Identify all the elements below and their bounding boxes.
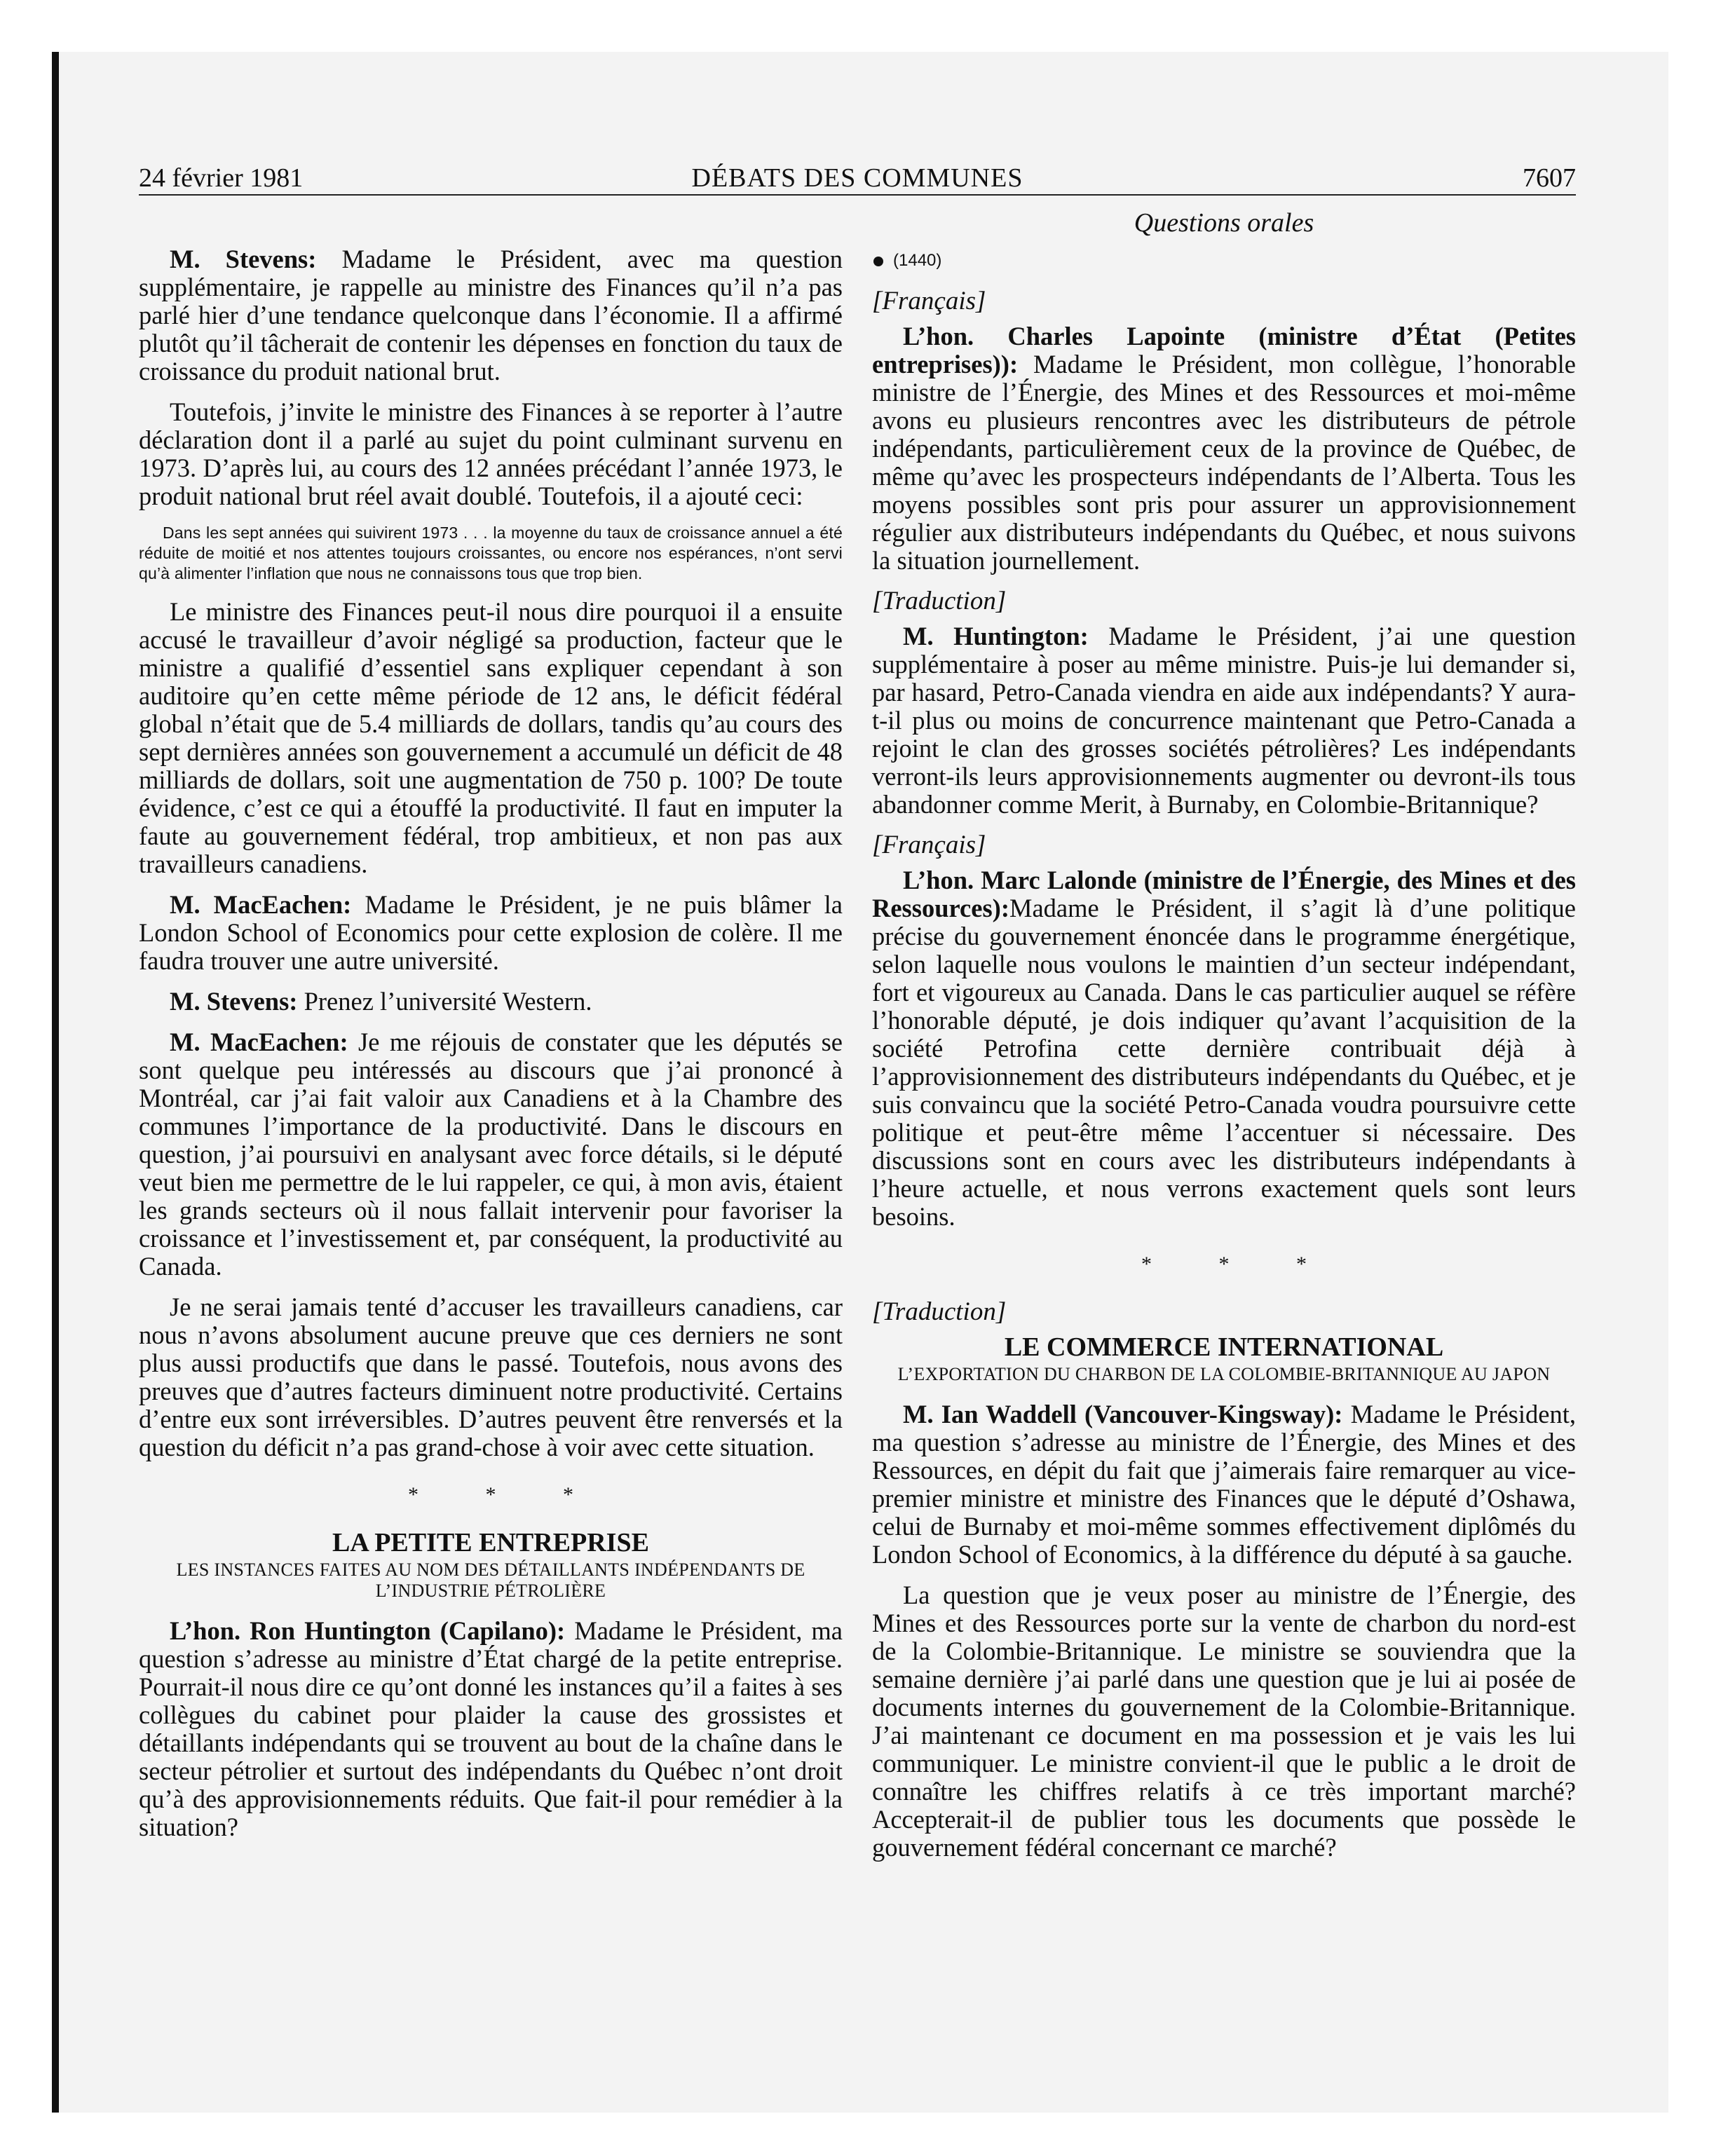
timestamp-text: (1440): [893, 251, 942, 270]
paragraph: [139, 988, 843, 1016]
speaker-name: M. MacEachen:: [170, 890, 352, 919]
page-header: [139, 161, 1576, 195]
speech-text: Madame le Président, j’ai une question supplémentaire à poser au même ministre. Puis-je lui demander si, par hasard, Petro-Canada viendra en aide aux indépendants? Y aura-t-il plus ou moins de concurrence maintenant que Petro-Canada a rejoint le clan des grosses sociétés pétrolières? Les indépendants verront-ils leurs approvisionnements augmenter ou devront-ils tous abandonner comme Merit, à Burnaby, en Colombie-Britannique?: [872, 622, 1576, 819]
speech-text: Madame le Président, mon collègue, l’honorable ministre de l’Énergie, des Mines et des Ressources et moi-même avons eu plusieurs rencontres avec les distributeurs de pétrole indépendants, particulièrement ceux de la province de Québec, de même qu’avec les prospecteurs indépendants de l’Alberta. Tous les moyens possibles sont pris pour assurer un approvisionnement régulier aux distributeurs indépendants du Québec, et nous suivons la situation journellement.: [872, 350, 1576, 575]
paragraph: Je ne serai jamais tenté d’accuser les travailleurs canadiens, car nous n’avons absolument aucune preuve que ces derniers ne sont plus aussi productifs que dans le passé. Toutefois, nous avons des preuves que d’autres facteurs diminuent notre productivité. Certains d’entre eux sont irréversibles. D’autres peuvent être renversés et la question du déficit n’a pas grand-chose à voir avec cette situation.: [139, 1292, 843, 1461]
language-marker: [Français]: [872, 831, 986, 859]
section-subheading: LES INSTANCES FAITES AU NOM DES DÉTAILLANTS INDÉPENDANTS DE L’INDUSTRIE PÉTROLIÈRE: [176, 1560, 805, 1601]
header-rule: [139, 194, 1576, 196]
section-separator: * * *: [408, 1483, 604, 1506]
speech-text: Madame le Président, je ne puis blâmer la London School of Economics pour cette explosion de colère. Il me faudra trouver une autre université.: [139, 890, 843, 975]
speaker-name: L’hon. Marc Lalonde (ministre de l’Énergie, des Mines et des Ressources):: [872, 866, 1576, 922]
paragraph: Le ministre des Finances peut-il nous dire pourquoi il a ensuite accusé le travailleur d’avoir négligé sa production, facteur que le ministre a qualifié d’essentiel sans expliquer cependant à son auditoire qu’en cette même période de 12 ans, le déficit fédéral global n’était que de 5.4 milliards de dollars, tandis qu’au cours des sept dernières années son gouvernement a accumulé un déficit de 48 milliards de dollars, soit une augmentation de 750 p. 100? De toute évidence, c’est ce qui a étouffé la productivité. Il faut en imputer la faute au gouvernement fédéral, trop ambitieux, et non pas aux travailleurs canadiens.: [139, 597, 843, 878]
speaker-name: L’hon. Charles Lapointe (ministre d’État (Petites entreprises)):: [872, 322, 1576, 378]
paragraph: [139, 891, 843, 975]
language-marker: [Traduction]: [872, 587, 1007, 615]
section-heading: LE COMMERCE INTERNATIONAL: [1004, 1332, 1444, 1362]
header-title: DÉBATS DES COMMUNES: [691, 163, 1023, 193]
header-page-number: 7607: [1523, 163, 1576, 193]
speaker-name: M. MacEachen:: [170, 1028, 348, 1056]
block-quote: Dans les sept années qui suivirent 1973 . . . la moyenne du taux de croissance annuel a été réduite de moitié et nos attentes toujours croissantes, ou encore nos espérances, n’ont servi qu’à alimenter l’inflation que nous ne connaissons tous que trop bien.: [139, 524, 843, 582]
paragraph: La question que je veux poser au ministre de l’Énergie, des Mines et des Ressources porte sur la vente de charbon du nord-est de la Colombie-Britannique. Le ministre se souviendra que la semaine dernière j’ai parlé dans une question que je lui ai posée de documents internes du gouvernement de la Colombie-Britannique. J’ai maintenant ce document en ma possession et je vais les lui communiquer. Le ministre convient-il que le public a le droit de connaître les chiffres relatifs à ce très important marché? Accepterait-il de publier tous les documents que possède le gouvernement fédéral concernant ce marché?: [872, 1581, 1576, 1862]
section-separator: * * *: [1141, 1253, 1338, 1276]
speech-text: Madame le Président, ma question s’adresse au ministre d’État chargé de la petite entreprise. Pourrait-il nous dire ce qu’ont donné les instances qu’il a faites à ses collègues du cabinet pour plaider la cause des grossistes et détaillants indépendants qui se trouvent au bout de la chaîne dans le secteur pétrolier et surtout des indépendants du Québec n’ont droit qu’à des approvisionnements réduits. Que fait-il pour remédier à la situation?: [139, 1616, 843, 1841]
speech-text: Je me réjouis de constater que les députés se sont quelque peu intéressés au discours que j’ai prononcé à Montréal, car j’ai fait valoir aux Canadiens et à la Chambre des communes l’importance de la productivité. Dans le discours en question, j’ai poursuivi en analysant avec force détails, si le député veut bien me permettre de le lui rappeler, ce qui, à mon avis, étaient les grands secteurs où il nous fallait intervenir pour favoriser la croissance et l’investissement et, par conséquent, la productivité au Canada.: [139, 1028, 843, 1281]
page-binding-edge: [52, 52, 59, 2113]
speaker-name: M. Huntington:: [903, 622, 1089, 650]
section-subheading: L’EXPORTATION DU CHARBON DE LA COLOMBIE-BRITANNIQUE AU JAPON: [897, 1364, 1551, 1384]
section-label: Questions orales: [1134, 208, 1314, 238]
paragraph: [872, 622, 1576, 819]
speech-text: Madame le Président, il s’agit là d’une politique précise du gouvernement énoncée dans le programme énergétique, selon laquelle nous voulons le maintien d’un secteur indépendant, fort et vigoureux au Canada. Dans le cas particulier auquel se réfère l’honorable député, je dois indiquer qu’avant l’acquisition de la société Petrofina cette dernière contribuait déjà à l’approvisionnement des distributeurs indépendants du Québec, et je suis convaincu que la société Petro-Canada voudra poursuivre cette politique et peut-être même l’accentuer si nécessaire. Des discussions sont en cours avec les distributeurs indépendants à l’heure actuelle, et nous verrons exactement quels sont leurs besoins.: [872, 894, 1576, 1231]
speech-text: Madame le Président, avec ma question supplémentaire, je rappelle au ministre des Finances qu’il n’a pas parlé hier d’une tendance quelconque dans l’économie. Il a affirmé plutôt qu’il tâcherait de contenir les dépenses en fonction du taux de croissance du produit national brut.: [139, 245, 843, 386]
right-column: [872, 209, 1576, 1874]
header-date: 24 février 1981: [139, 163, 304, 193]
speech-text: Madame le Président, ma question s’adresse au ministre de l’Énergie, des Mines et des Ressources, en dépit du fait que j’aimerais faire remarquer au vice-premier ministre et ministre des Finances que le député d’Oshawa, celui de Burnaby et moi-même sommes effectivement diplômés du London School of Economics, à la différence du député à sa gauche.: [872, 1400, 1576, 1569]
language-marker: [Français]: [872, 287, 986, 315]
left-column: [139, 245, 843, 1854]
paragraph: [872, 1400, 1576, 1569]
section-heading: LA PETITE ENTREPRISE: [332, 1528, 649, 1557]
paragraph: [139, 1028, 843, 1281]
paragraph: Toutefois, j’invite le ministre des Finances à se reporter à l’autre déclaration dont il a parlé au sujet du point culminant survenu en 1973. D’après lui, au cours des 12 années précédant l’année 1973, le produit national brut réel avait doublé. Toutefois, il a ajouté ceci:: [139, 397, 843, 510]
paragraph: [139, 245, 843, 386]
language-marker: [Traduction]: [872, 1297, 1007, 1326]
speaker-name: M. Stevens:: [170, 987, 298, 1016]
speaker-name: M. Ian Waddell (Vancouver-Kingsway):: [903, 1400, 1343, 1428]
paragraph: [139, 1617, 843, 1841]
speaker-name: M. Stevens:: [170, 245, 317, 273]
paragraph: [872, 322, 1576, 575]
speaker-name: L’hon. Ron Huntington (Capilano):: [170, 1616, 566, 1645]
paragraph: [872, 866, 1576, 1231]
bullet-icon: [873, 257, 883, 266]
speech-text: Prenez l’université Western.: [297, 987, 592, 1016]
timestamp: [872, 247, 1576, 275]
